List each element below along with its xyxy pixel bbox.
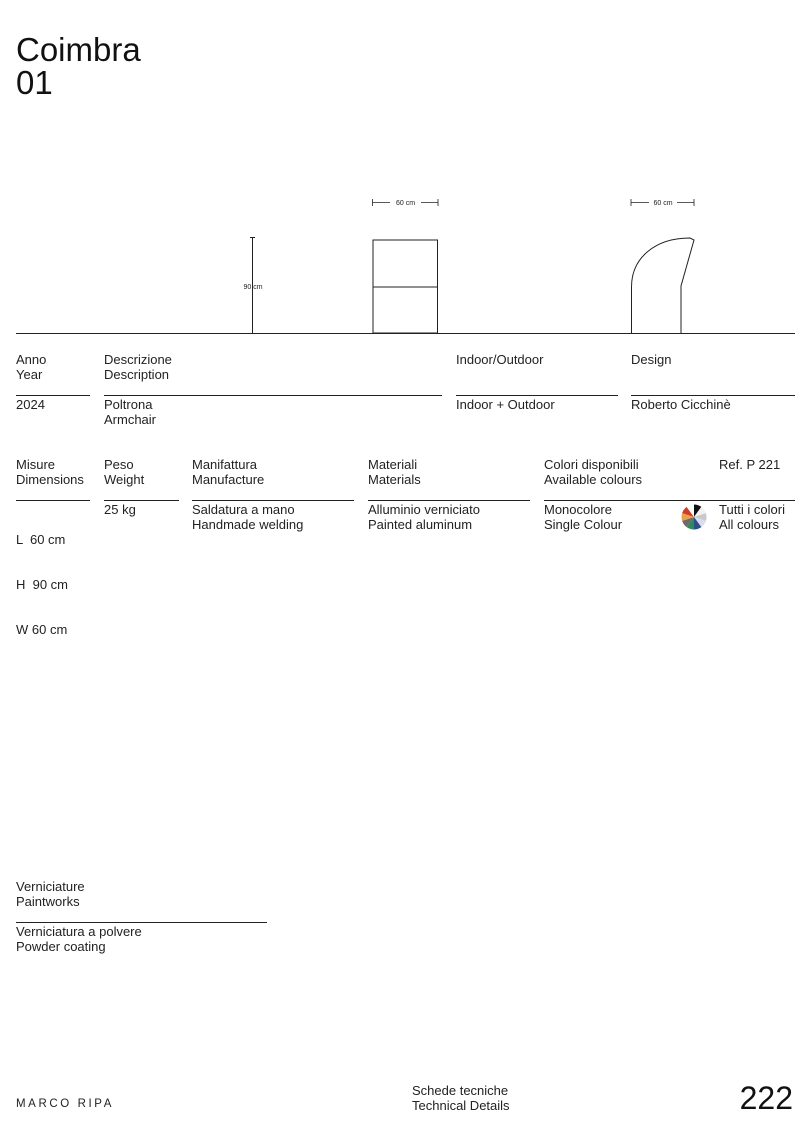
manufacture-rule: [192, 500, 354, 501]
side-width-label: 60 cm: [653, 200, 673, 207]
colours-value: Monocolore Single Colour: [544, 502, 623, 532]
indoor-outdoor-rule: [456, 395, 618, 396]
description-rule: [104, 395, 442, 396]
materials-rule: [368, 500, 530, 501]
materials-label: Materiali Materials: [368, 457, 421, 487]
ref-label: Ref. P 221: [719, 457, 781, 472]
colours-rule: [544, 500, 795, 501]
dimensions-label: Misure Dimensions: [16, 457, 84, 487]
paintworks-label: Verniciature Paintworks: [16, 879, 85, 909]
paintworks-rule: [16, 922, 267, 923]
design-rule: [631, 395, 795, 396]
height-dimension-label: 90 cm: [243, 284, 263, 291]
design-value: Roberto Cicchinè: [631, 397, 731, 412]
product-number: 01: [16, 64, 53, 101]
brand-logo: MARCO RIPA: [16, 1098, 114, 1110]
dimensions-value: L 60 cm H 90 cm W 60 cm: [16, 532, 69, 637]
design-label: Design: [631, 352, 672, 367]
product-name: Coimbra: [16, 31, 141, 68]
description-label: Descrizione Description: [104, 352, 172, 382]
page-number: 222: [739, 1080, 793, 1116]
year-label: Anno Year: [16, 352, 47, 382]
manufacture-value: Saldatura a mano Handmade welding: [192, 502, 304, 532]
ref-value: Tutti i colori All colours: [719, 502, 785, 532]
year-rule: [16, 395, 90, 396]
indoor-outdoor-value: Indoor + Outdoor: [456, 397, 555, 412]
paintworks-value: Verniciatura a polvere Powder coating: [16, 924, 142, 954]
weight-rule: [104, 500, 179, 501]
colours-label: Colori disponibili Available colours: [544, 457, 643, 487]
weight-label: Peso Weight: [104, 457, 145, 487]
indoor-outdoor-label: Indoor/Outdoor: [456, 352, 544, 367]
materials-value: Alluminio verniciato Painted aluminum: [368, 502, 480, 532]
weight-value: 25 kg: [104, 502, 136, 517]
side-view-outline: [632, 238, 695, 333]
colour-wheel-icon: [681, 504, 707, 530]
front-width-label: 60 cm: [395, 200, 416, 207]
year-value: 2024: [16, 397, 45, 412]
dimensions-rule: [16, 500, 90, 501]
description-value: Poltrona Armchair: [104, 397, 157, 427]
technical-drawing: [0, 0, 811, 340]
section-title: Schede tecniche Technical Details: [412, 1083, 510, 1113]
manufacture-label: Manifattura Manufacture: [192, 457, 265, 487]
